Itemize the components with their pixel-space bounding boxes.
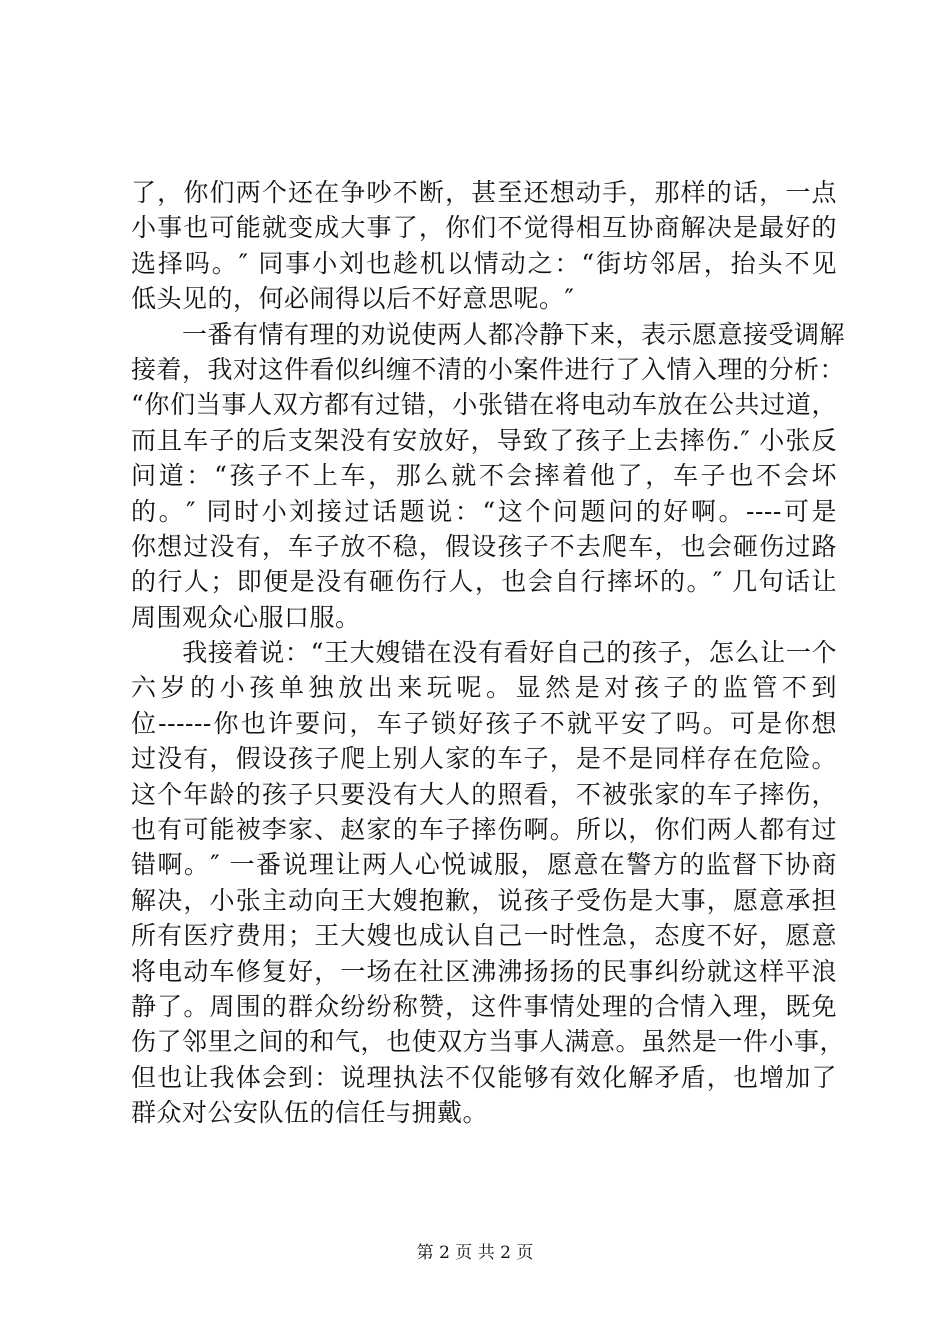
text-line: 了，你们两个还在争吵不断，甚至还想动手，那样的话，一点: [131, 178, 837, 207]
text-line: 错啊。″ 一番说理让两人心悦诚服，愿意在警方的监督下协商: [131, 850, 837, 880]
text-line: 我接着说：“王大嫂错在没有看好自己的孩子，怎么让一个: [131, 638, 837, 668]
text-line: 而且车子的后支架没有安放好，导致了孩子上去摔伤.″ 小张反: [131, 425, 837, 455]
text-line: 接着，我对这件看似纠缠不清的小案件进行了入情入理的分析：: [131, 354, 846, 384]
text-line: 过没有，假设孩子爬上别人家的车子，是不是同样存在危险。: [131, 744, 837, 774]
text-line: 的行人；即便是没有砸伤行人，也会自行摔坏的。″ 几句话让: [131, 567, 837, 597]
text-line: 群众对公安队伍的信任与拥戴。: [131, 1098, 489, 1128]
text-line: 六岁的小孩单独放出来玩呢。显然是对孩子的监管不到: [131, 673, 837, 703]
text-line: 低头见的，何必闹得以后不好意思呢。″: [131, 284, 575, 314]
page-number-footer: 第 2 页 共 2 页: [416, 1243, 534, 1263]
text-line: 你想过没有，车子放不稳，假设孩子不去爬车，也会砸伤过路: [131, 531, 837, 561]
text-line: 但也让我体会到：说理执法不仅能够有效化解矛盾，也增加了: [131, 1062, 837, 1092]
text-line: 静了。周围的群众纷纷称赞，这件事情处理的合情入理，既免: [131, 991, 837, 1021]
text-line: 位------你也许要问，车子锁好孩子不就平安了吗。可是你想: [131, 708, 837, 738]
text-line: 解决，小张主动向王大嫂抱歉，说孩子受伤是大事，愿意承担: [131, 885, 837, 915]
text-line: 也有可能被李家、赵家的车子摔伤啊。所以，你们两人都有过: [131, 815, 837, 845]
document-body: [131, 175, 846, 1131]
text-line: 问道：“孩子不上车，那么就不会摔着他了，车子也不会坏: [131, 461, 837, 491]
text-line: 选择吗。″ 同事小刘也趁机以情动之：“街坊邻居，抬头不见: [131, 248, 837, 278]
text-line: 周围观众心服口服。: [131, 602, 361, 632]
text-line: 所有医疗费用；王大嫂也成认自己一时性急，态度不好，愿意: [131, 921, 837, 951]
text-line: 将电动车修复好，一场在社区沸沸扬扬的民事纠纷就这样平浪: [131, 956, 837, 986]
text-line: 这个年龄的孩子只要没有大人的照看，不被张家的车子摔伤，: [131, 779, 837, 809]
text-line: 伤了邻里之间的和气，也使双方当事人满意。虽然是一件小事，: [131, 1027, 846, 1057]
text-line: 的。″ 同时小刘接过话题说：“这个问题问的好啊。----可是: [131, 496, 837, 526]
text-line: 一番有情有理的劝说使两人都冷静下来，表示愿意接受调解: [131, 319, 846, 349]
text-line: 小事也可能就变成大事了，你们不觉得相互协商解决是最好的: [131, 213, 837, 243]
text-line: “你们当事人双方都有过错，小张错在将电动车放在公共过道，: [131, 390, 837, 420]
